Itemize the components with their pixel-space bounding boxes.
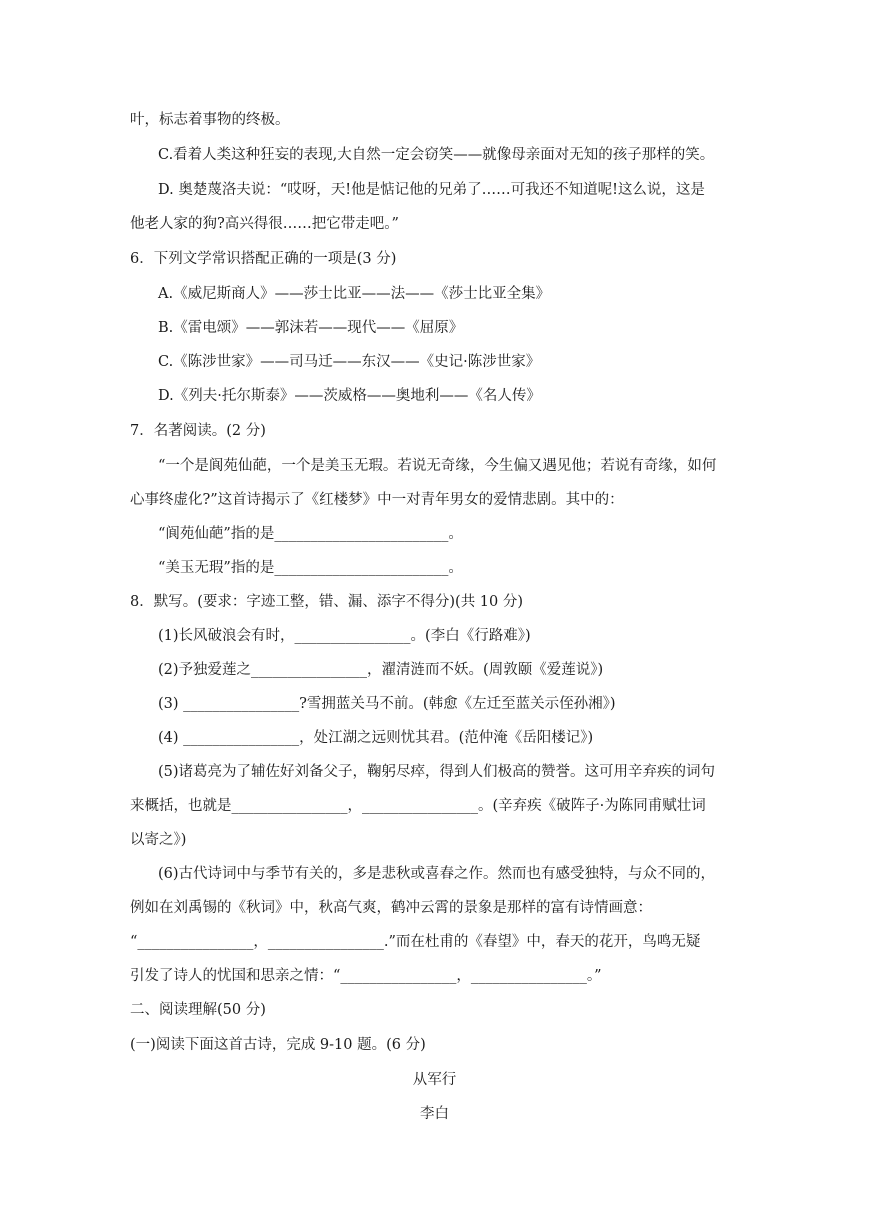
recite-item-1: (1)长风破浪会有时，________________。(李白《行路难》): [158, 628, 531, 644]
question-8-title: 8．默写。(要求：字迹工整，错、漏、添字不得分)(共 10 分): [130, 594, 524, 610]
recite-item-4: (4) ________________，处江湖之远则忧其君。(范仲淹《岳阳楼记》): [158, 730, 594, 746]
recite-item-5: (5)诸葛亮为了辅佐好刘备父子，鞠躬尽瘁，得到人们极高的赞誉。这可用辛弃疾的词句: [158, 764, 716, 780]
recite-item-3: (3) ________________?雪拥蓝关马不前。(韩愈《左迁至蓝关示侄孙湘》): [158, 696, 616, 712]
q6-option-b: B.《雷电颂》——郭沫若——现代——《屈原》: [158, 320, 464, 336]
text-line: 以寄之》): [130, 832, 187, 848]
text-line: 引发了诗人的忧国和思亲之情：“________________，________________。”: [130, 968, 602, 984]
option-c-line: C.看着人类这种狂妄的表现,大自然一定会窃笑——就像母亲面对无知的孩子那样的笑。: [158, 147, 715, 163]
text-line: 他老人家的狗?高兴得很……把它带走吧。”: [130, 216, 399, 232]
recite-item-2: (2)予独爱莲之________________，濯清涟而不妖。(周敦颐《爱莲说》): [158, 662, 604, 678]
section-2-heading: 二、阅读理解(50 分): [130, 1002, 266, 1018]
text-line: 例如在刘禹锡的《秋词》中，秋高气爽，鹤冲云霄的景象是那样的富有诗情画意：: [130, 900, 652, 916]
q6-option-c: C.《陈涉世家》——司马迁——东汉——《史记·陈涉世家》: [158, 354, 541, 370]
text-line: “________________，________________.”而在杜甫的《春望》中，春天的花开，鸟鸣无疑: [130, 934, 701, 950]
q6-option-d: D.《列夫·托尔斯泰》——茨威格——奥地利——《名人传》: [158, 388, 541, 404]
text-line: 来概括，也就是________________，________________。(辛弃疾《破阵子·为陈同甫赋壮词: [130, 798, 706, 814]
poem-title: 从军行: [412, 1072, 457, 1088]
text-line: 叶，标志着事物的终极。: [130, 112, 290, 128]
fill-blank-line: “美玉无瑕”指的是________________________。: [158, 560, 463, 576]
option-d-line: D. 奥楚蔑洛夫说：“哎呀，天!他是惦记他的兄弟了……可我还不知道呢!这么说，这是: [158, 182, 705, 198]
poem-author: 李白: [420, 1106, 449, 1122]
recite-item-6: (6)古代诗词中与季节有关的，多是悲秋或喜春之作。然而也有感受独特，与众不同的，: [158, 866, 716, 882]
q6-option-a: A.《威尼斯商人》——莎士比亚——法——《莎士比亚全集》: [158, 286, 551, 302]
subsection-1-heading: (一)阅读下面这首古诗，完成 9-10 题。(6 分): [130, 1037, 426, 1053]
question-7-title: 7．名著阅读。(2 分): [130, 423, 266, 439]
fill-blank-line: “阆苑仙葩”指的是________________________。: [158, 526, 463, 542]
poem-quote-line: “一个是阆苑仙葩，一个是美玉无瑕。若说无奇缘，今生偏又遇见他；若说有奇缘，如何: [158, 458, 717, 474]
text-line: 心事终虚化?”这首诗揭示了《红楼梦》中一对青年男女的爱情悲剧。其中的：: [130, 492, 624, 508]
question-6-title: 6．下列文学常识搭配正确的一项是(3 分): [130, 251, 397, 267]
